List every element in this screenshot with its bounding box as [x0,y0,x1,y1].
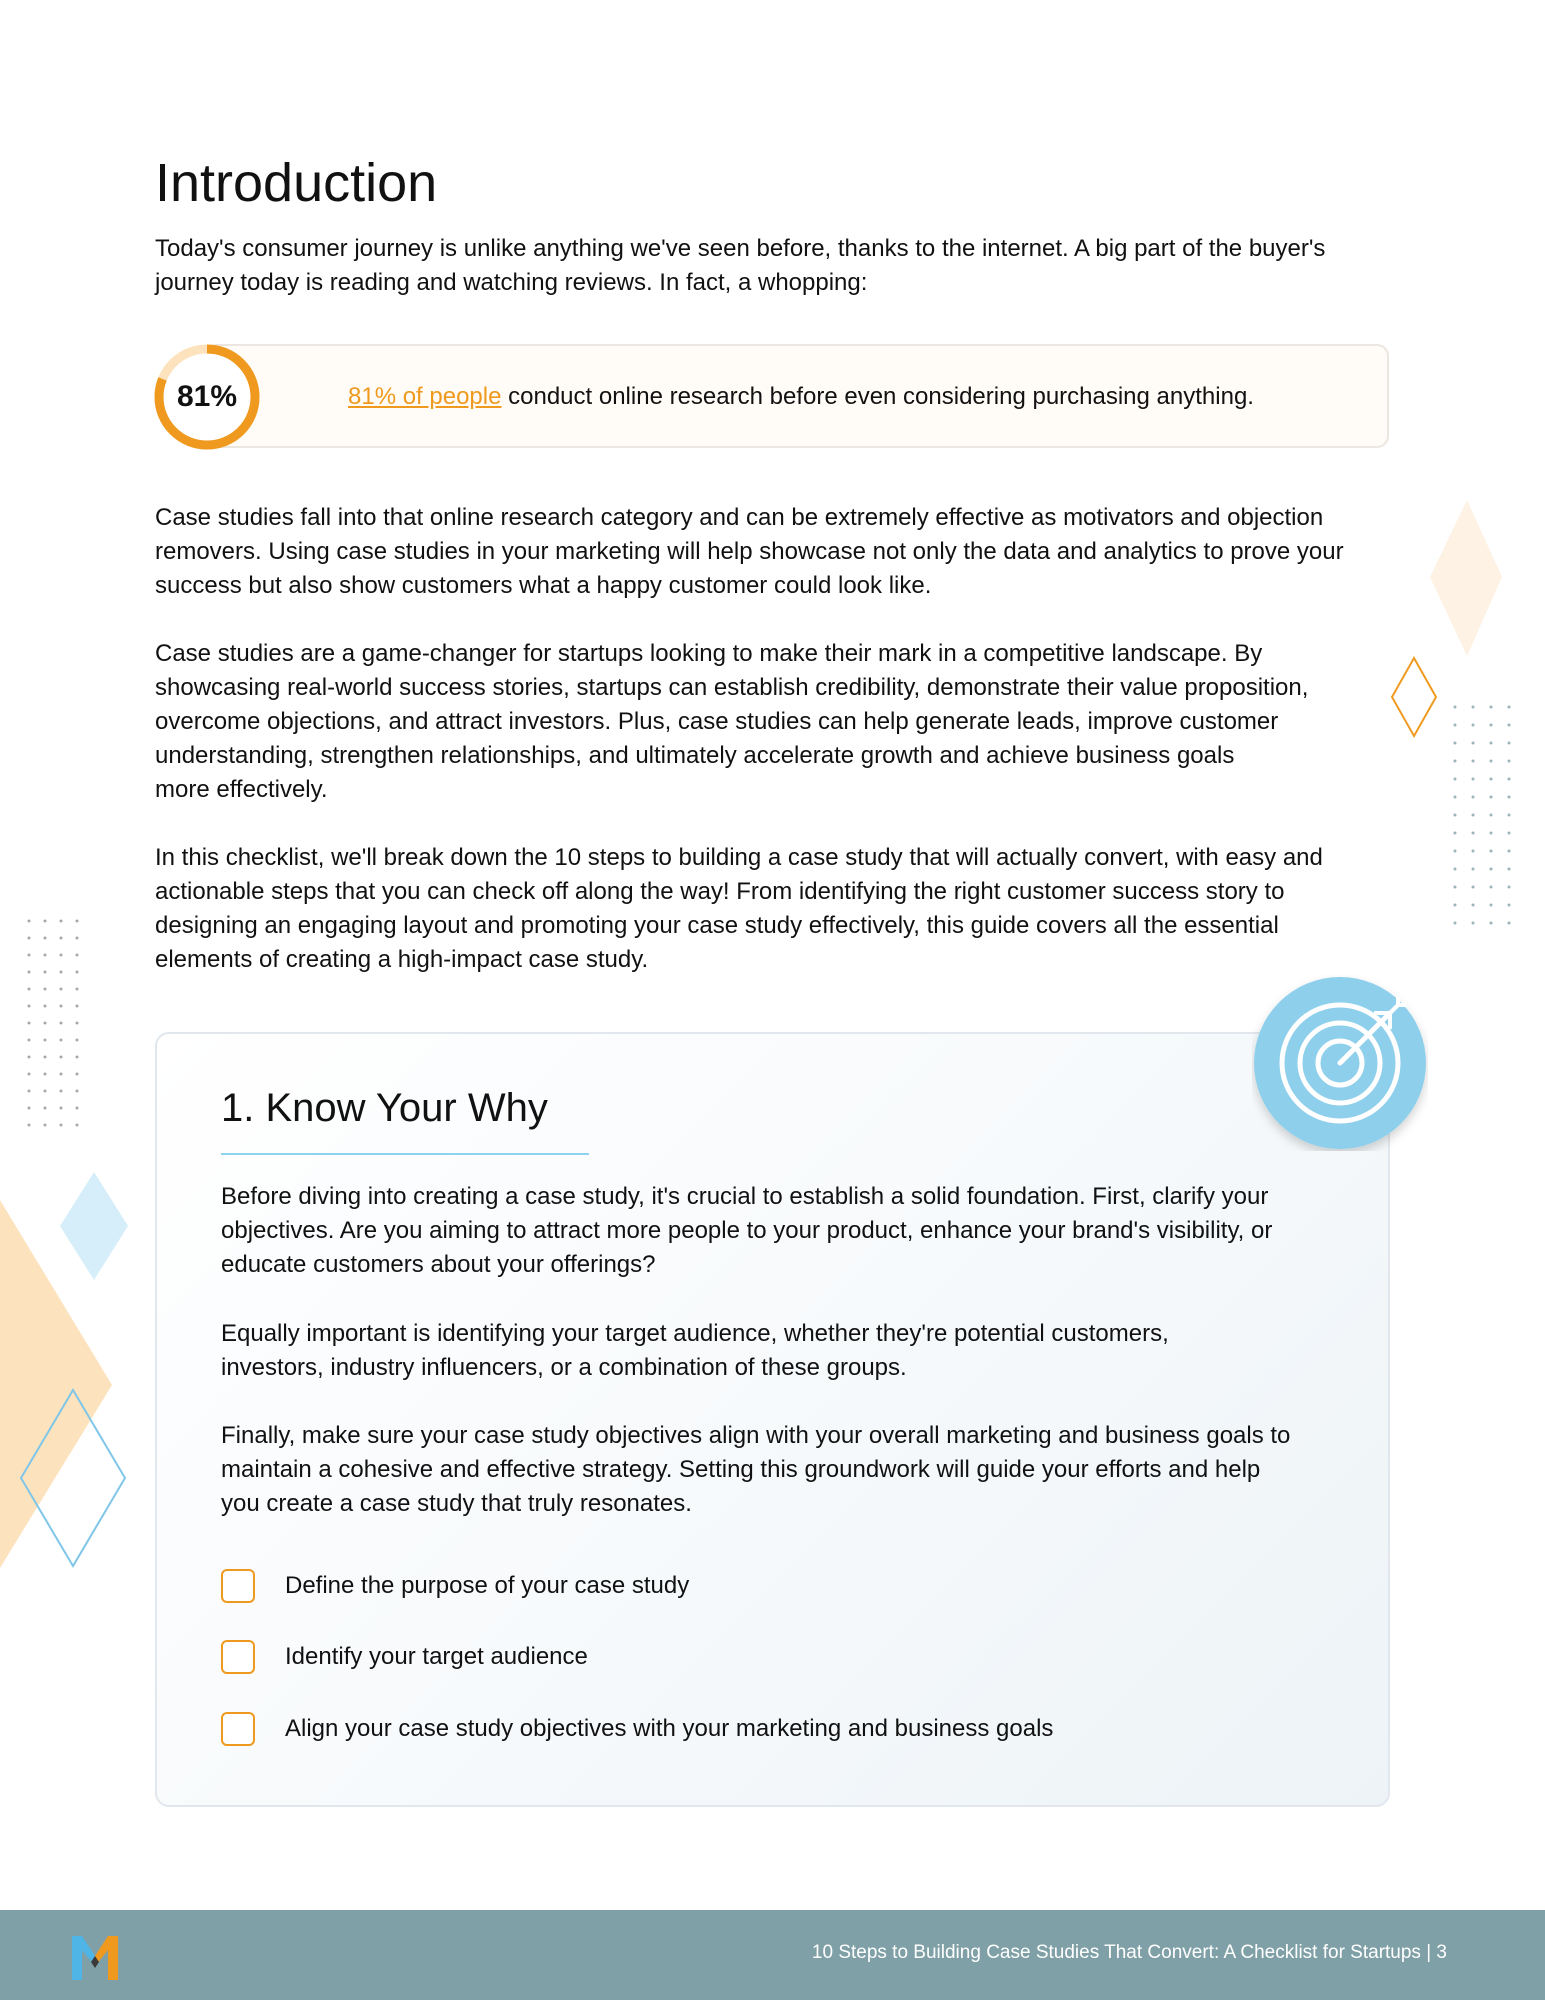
checkbox[interactable] [221,1569,255,1603]
paragraph-1 [155,501,1344,603]
intro-lead [155,232,1325,300]
checklist-item[interactable] [221,1637,588,1677]
stat-text [348,380,1254,414]
paragraph-line: success but also show customers what a happy customer could look like. [155,572,932,599]
checkbox[interactable] [221,1640,255,1674]
paragraph-line: showcasing real-world success stories, startups can establish credibility, demonstrate their value proposition, [155,674,1309,701]
checkbox[interactable] [221,1712,255,1746]
checklist-label: Define the purpose of your case study [285,1572,690,1599]
target-icon [1252,975,1428,1151]
paragraph-line: Finally, make sure your case study objectives align with your overall marketing and business goals to [221,1422,1291,1449]
checklist-label: Identify your target audience [285,1643,588,1670]
decorative-dots-right [1452,704,1512,928]
paragraph-line: actionable steps that you can check off along the way! From identifying the right customer success story to [155,878,1285,905]
paragraph-line: Case studies fall into that online research category and can be extremely effective as motivators and objection [155,504,1324,531]
checklist-label: Align your case study objectives with your marketing and business goals [285,1715,1054,1742]
paragraph-line: designing an engaging layout and promoting your case study effectively, this guide covers all the essential [155,912,1279,939]
paragraph-line: Case studies are a game-changer for startups looking to make their mark in a competitive landscape. By [155,640,1263,667]
m-logo-icon [70,1932,120,1982]
paragraph-line: Equally important is identifying your target audience, whether they're potential customers, [221,1320,1169,1347]
paragraph-2 [155,637,1308,807]
checklist-item[interactable] [221,1566,689,1606]
paragraph-line: elements of creating a high-impact case study. [155,946,649,973]
intro-lead-line: journey today is reading and watching reviews. In fact, a whopping: [155,269,868,296]
paragraph-line: objectives. Are you aiming to attract more people to your product, enhance your brand's visibility, or [221,1217,1273,1244]
footer-text: 10 Steps to Building Case Studies That Convert: A Checklist for Startups | 3 [811,1942,1447,1963]
intro-lead-line: Today's consumer journey is unlike anything we've seen before, thanks to the internet. A big part of the buyer's [155,235,1326,262]
paragraph-line: more effectively. [155,776,328,803]
step-title-underline [221,1153,589,1155]
stat-source-link[interactable]: 81% of people [348,383,502,410]
stat-description: conduct online research before even considering purchasing anything. [501,383,1254,410]
paragraph-line: removers. Using case studies in your marketing will help showcase not only the data and analytics to prove your [155,538,1344,565]
decorative-diamonds-left [0,1160,140,1580]
stat-percent-label: 81% [176,380,238,413]
checklist-item[interactable] [221,1709,1053,1749]
paragraph-line: Before diving into creating a case study, it's crucial to establish a solid foundation. First, clarify your [221,1183,1269,1210]
paragraph-line: investors, industry influencers, or a combination of these groups. [221,1354,907,1381]
paragraph-line: maintain a cohesive and effective strategy. Setting this groundwork will guide your efforts and help [221,1456,1261,1483]
paragraph-line: In this checklist, we'll break down the 10 steps to building a case study that will actually convert, with easy and [155,844,1323,871]
paragraph-3 [155,841,1323,977]
decorative-dots-left [26,918,86,1138]
paragraph-line: educate customers about your offerings? [221,1251,656,1278]
step-paragraph-2 [221,1317,1341,1385]
paragraph-line: overcome objections, and attract investors. Plus, case studies can help generate leads, improve customer [155,708,1279,735]
step-title: 1. Know Your Why [221,1086,548,1130]
step-paragraph-3 [221,1419,1341,1521]
step-paragraph-1 [221,1180,1341,1282]
page-title: Introduction [155,153,438,213]
paragraph-line: you create a case study that truly resonates. [221,1490,692,1517]
paragraph-line: understanding, strengthen relationships, and ultimately accelerate growth and achieve business goals [155,742,1235,769]
